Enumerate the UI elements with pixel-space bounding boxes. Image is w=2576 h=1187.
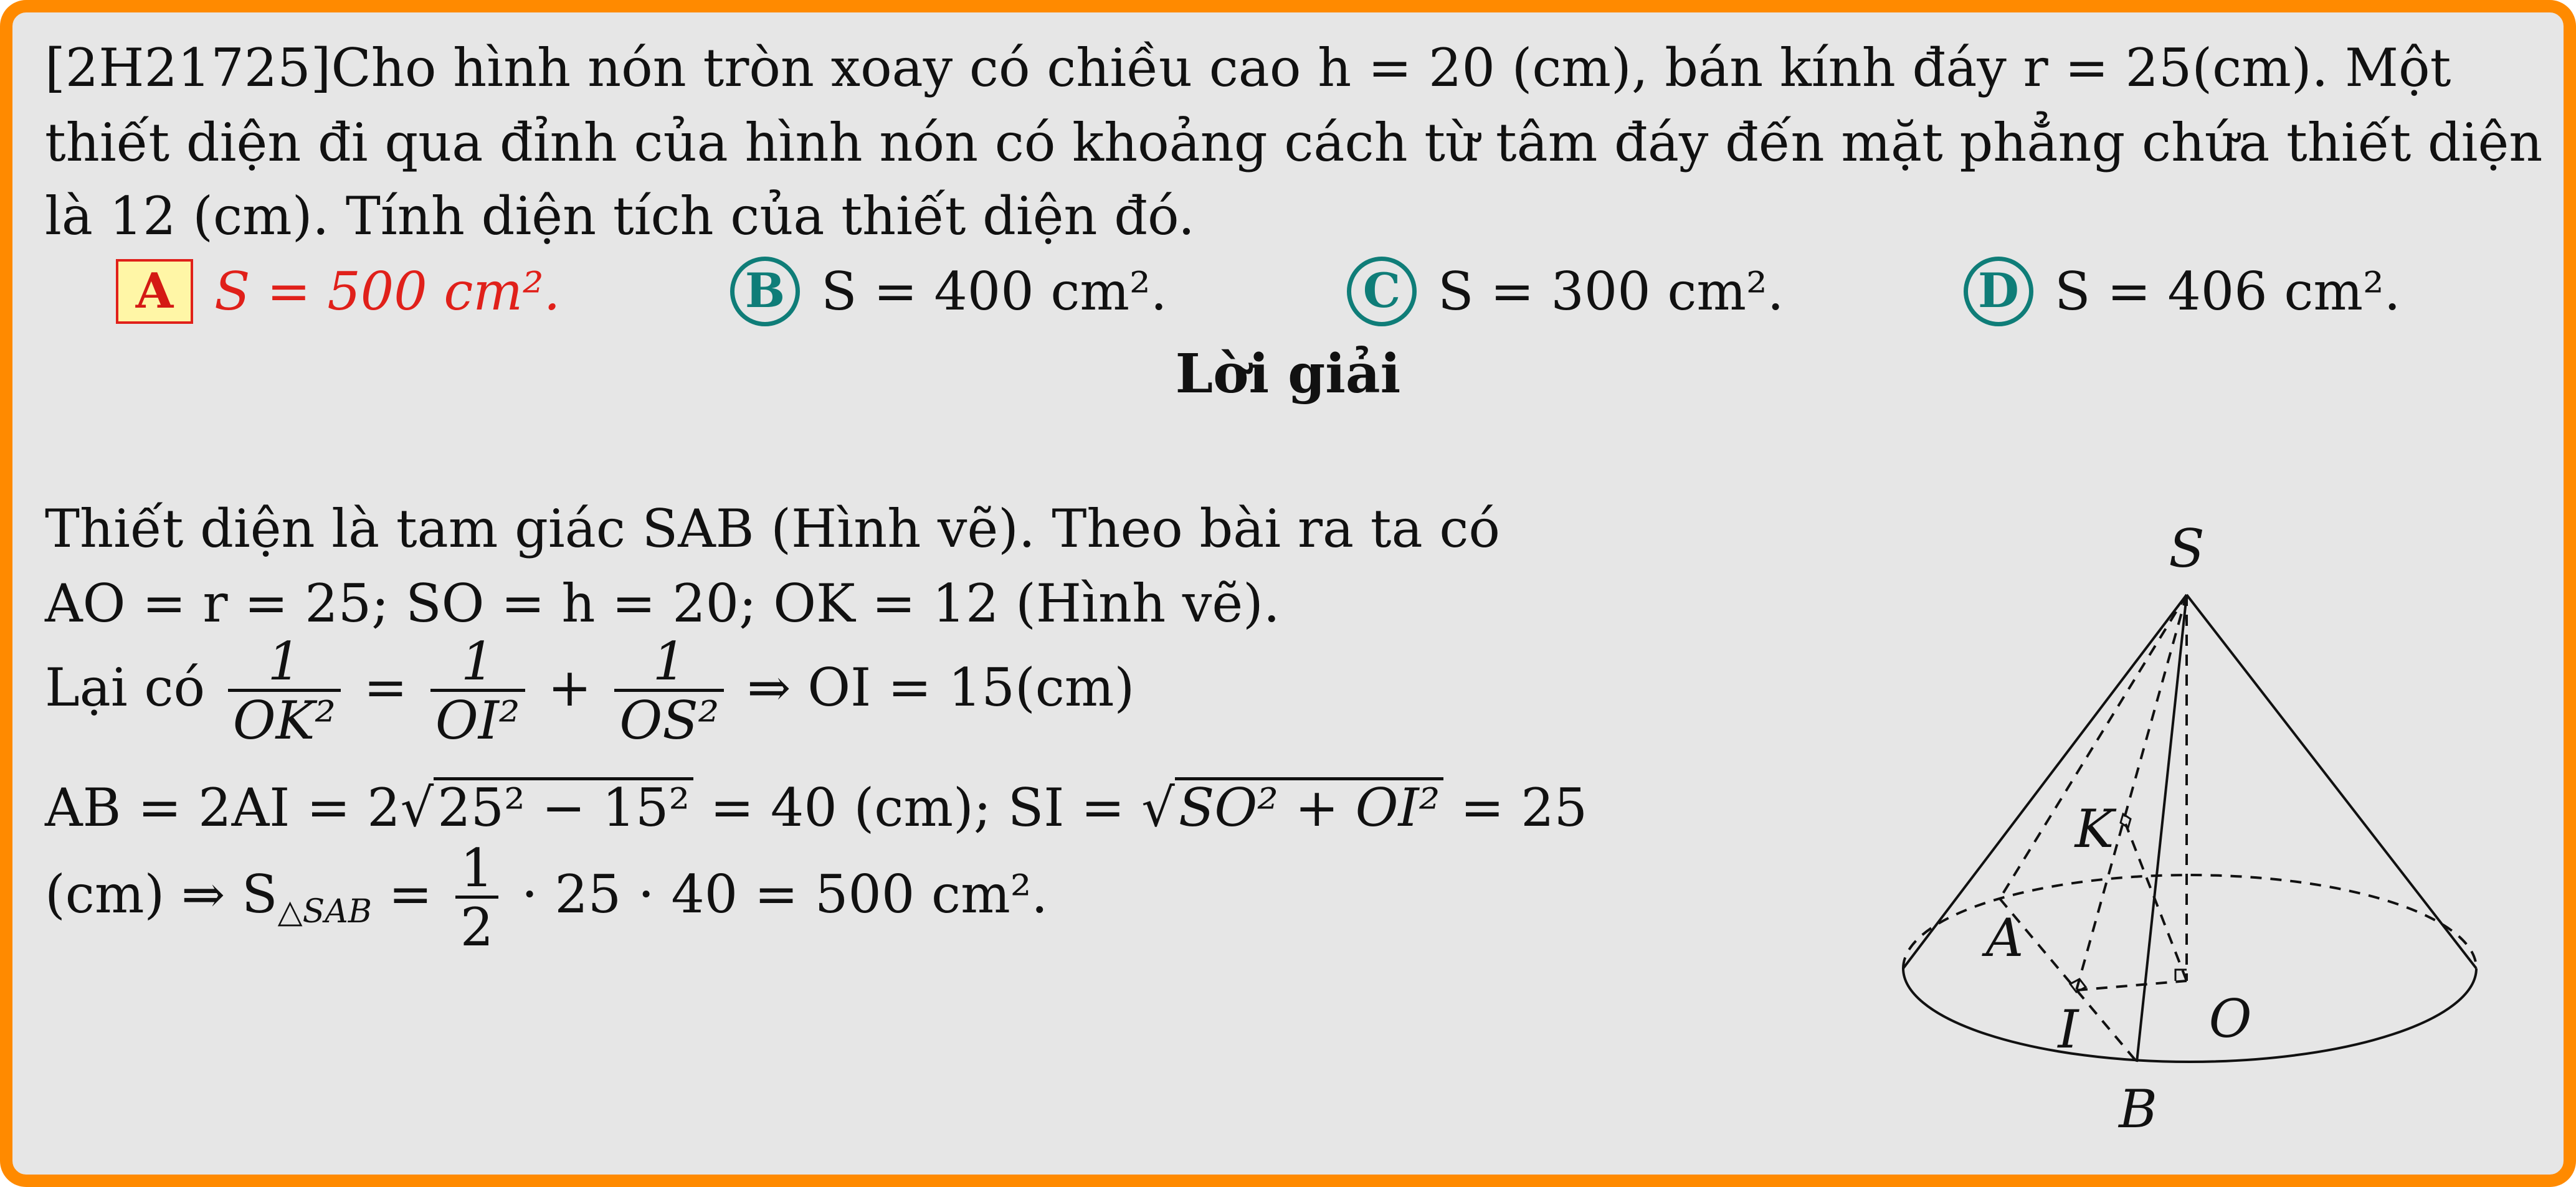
fraction-1 — [228, 631, 341, 752]
option-c[interactable] — [1347, 260, 1784, 323]
fraction-2-den: OI² — [430, 689, 525, 749]
cone-figure — [1863, 511, 2498, 1171]
fraction-1-num: 1 — [267, 631, 302, 692]
line5-part-c: · 25 · 40 = 500 cm². — [521, 863, 1048, 925]
solution-line-2: AO = r = 25; SO = h = 20; OK = 12 (Hình vẽ). — [45, 573, 1280, 634]
label-I: I — [2058, 999, 2079, 1060]
line4-part-a: AB = 2AI = 2 — [45, 777, 401, 838]
fraction-3 — [614, 631, 724, 752]
solution-line-4 — [45, 777, 1587, 838]
fraction-3-num: 1 — [652, 631, 687, 692]
line5-part-b: = — [388, 863, 433, 925]
solution-line-3-prefix: Lại có — [45, 656, 206, 718]
fraction-half-num: 1 — [460, 838, 494, 899]
solution-line-1: Thiết diện là tam giác SAB (Hình vẽ). Theo bài ra ta có — [45, 498, 1500, 559]
label-O: O — [2208, 988, 2252, 1049]
solution-title: Lời giải — [1175, 343, 1401, 405]
option-a[interactable] — [116, 260, 560, 323]
option-d[interactable] — [1964, 260, 2400, 323]
label-B: B — [2119, 1079, 2157, 1140]
sqrt-1: 25² − 15² — [434, 777, 693, 835]
plus-sign: + — [548, 656, 592, 718]
option-b-text: S = 400 cm². — [821, 261, 1167, 322]
question-line-3: là 12 (cm). Tính diện tích của thiết diện đó. — [45, 186, 1195, 247]
segment-IO — [2076, 981, 2187, 990]
fraction-2 — [430, 631, 525, 752]
label-S: S — [2169, 518, 2205, 579]
label-K: K — [2075, 798, 2114, 859]
solution-line-3-result: ⇒ OI = 15(cm) — [747, 656, 1135, 718]
generator-right — [2187, 595, 2476, 968]
segment-SI — [2076, 595, 2187, 990]
sqrt-2: SO² + OI² — [1175, 777, 1444, 835]
option-c-letter: C — [1347, 257, 1417, 326]
option-a-letter: A — [116, 259, 193, 324]
generator-left — [1903, 595, 2187, 968]
sqrt-sign-1: √ — [400, 777, 434, 838]
solution-line-3 — [45, 631, 1135, 752]
label-A: A — [1985, 907, 2024, 968]
sqrt-sign-2: √ — [1141, 777, 1175, 838]
option-c-text: S = 300 cm². — [1438, 261, 1784, 322]
option-b[interactable] — [730, 260, 1167, 323]
question-line-2: thiết diện đi qua đỉnh của hình nón có khoảng cách từ tâm đáy đến mặt phẳng chứa thiết diện — [45, 112, 2543, 173]
fraction-3-den: OS² — [614, 689, 724, 749]
line4-part-c: = 25 — [1460, 777, 1588, 838]
segment-OK — [2126, 824, 2187, 981]
line5-subscript: △SAB — [277, 892, 372, 930]
base-front-arc — [1903, 968, 2476, 1062]
fraction-1-den: OK² — [228, 689, 341, 749]
equals-sign: = — [363, 656, 408, 718]
fraction-half-den: 2 — [455, 896, 498, 956]
option-d-letter: D — [1964, 257, 2033, 326]
line4-part-b: = 40 (cm); SI = — [710, 777, 1125, 838]
line5-part-a: (cm) ⇒ S — [45, 863, 278, 925]
question-line-1: [2H21725]Cho hình nón tròn xoay có chiều cao h = 20 (cm), bán kính đáy r = 25(cm). Một — [45, 37, 2451, 98]
option-b-letter: B — [730, 257, 800, 326]
fraction-2-num: 1 — [460, 631, 495, 692]
fraction-half — [455, 838, 498, 958]
option-d-text: S = 406 cm². — [2055, 261, 2401, 322]
option-a-text: S = 500 cm². — [214, 261, 561, 322]
solution-line-5 — [45, 838, 1048, 958]
